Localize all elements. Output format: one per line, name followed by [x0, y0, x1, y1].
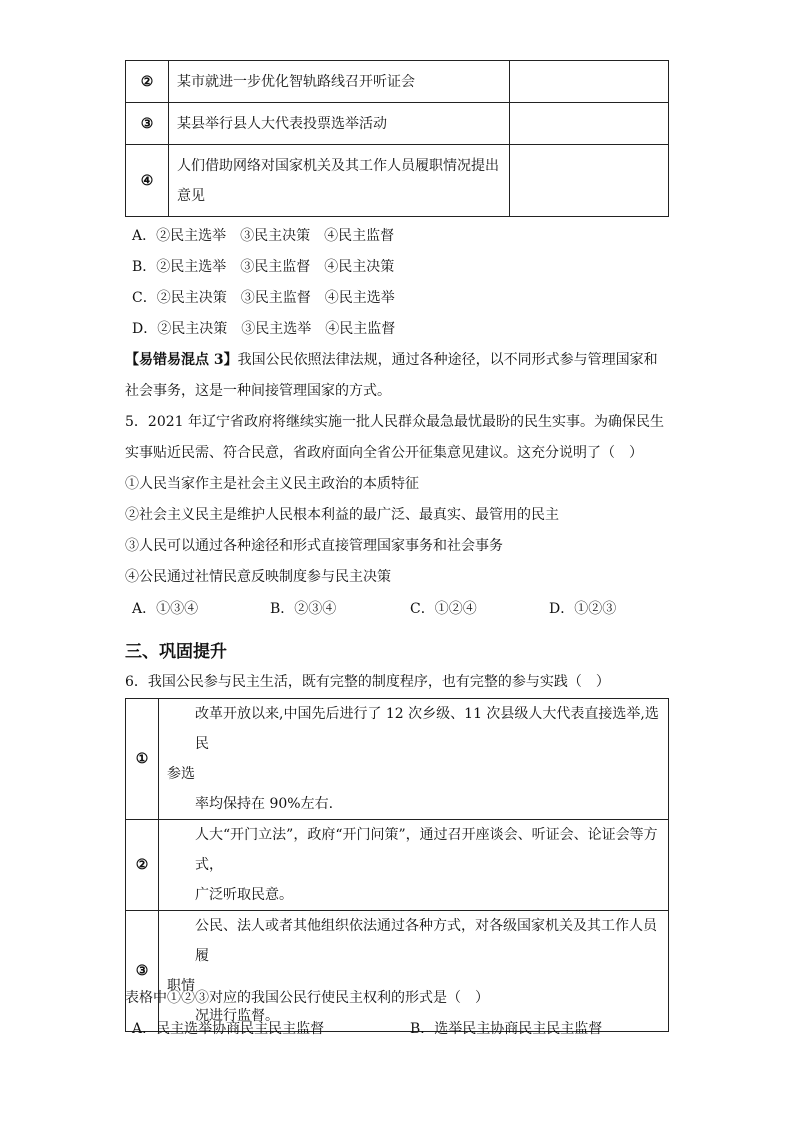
option-c: C．②民主决策 ③民主监督 ④民主选举 — [132, 290, 395, 306]
answer-cell — [510, 103, 669, 145]
row-text-line: 公民、法人或者其他组织依法通过各种方式，对各级国家机关及其工作人员履 — [195, 918, 657, 964]
statement: ④公民通过社情民意反映制度参与民主决策 — [125, 569, 391, 585]
answer-cell — [510, 145, 669, 217]
row-number: ③ — [126, 911, 159, 1032]
row-text-line: 意见 — [177, 187, 205, 204]
row-text-line: 改革开放以来,中国先后进行了 12 次乡级、11 次县级人大代表直接选举,选民 — [195, 706, 659, 752]
question-5-stem: 实事贴近民需、符合民意，省政府面向全省公开征集意见建议。这充分说明了（ ） — [125, 445, 643, 461]
question-6-prompt: 表格中①②③对应的我国公民行使民主权利的形式是（ ） — [125, 990, 489, 1006]
option-a: A．②民主选举 ③民主决策 ④民主监督 — [132, 228, 395, 244]
row-text-line: 人大“开门立法”，政府“开门问策”，通过召开座谈会、听证会、论证会等方式， — [195, 827, 658, 873]
row-text-line: 广泛听取民意。 — [195, 887, 293, 903]
row-text-line: 职情 — [167, 978, 195, 994]
table-row — [126, 61, 669, 103]
option-d: D．②民主决策 ③民主选举 ④民主监督 — [132, 321, 396, 337]
note-text: 我国公民依照法律法规，通过各种途径，以不同形式参与管理国家和 — [237, 352, 658, 368]
note-line — [125, 350, 658, 370]
row-text-line: 人们借助网络对国家机关及其工作人员履职情况提出 — [177, 157, 499, 174]
row-text-line: 率均保持在 90%左右. — [195, 796, 334, 812]
row-number: ④ — [126, 145, 169, 217]
row-text-line: 参选 — [167, 766, 195, 782]
section-heading: 三、巩固提升 — [125, 642, 227, 662]
table-row — [126, 820, 669, 911]
option-c: C．①②④ — [410, 601, 477, 617]
row-number: ② — [126, 61, 169, 103]
options-table-2 — [125, 698, 669, 1032]
note-line: 社会事务，这是一种间接管理国家的方式。 — [125, 383, 391, 399]
table-row — [126, 699, 669, 820]
row-text-line: 况进行监督。 — [195, 1008, 279, 1024]
row-number: ① — [126, 699, 159, 820]
row-text: 某市就进一步优化智轨路线召开听证会 — [169, 61, 510, 103]
row-text — [169, 145, 510, 217]
row-text: 某县举行县人大代表投票选举活动 — [169, 103, 510, 145]
row-text — [159, 911, 669, 1032]
option-d: D．①②③ — [549, 601, 617, 617]
option-a: A．①③④ — [132, 601, 199, 617]
table-row — [126, 145, 669, 217]
statement: ①人民当家作主是社会主义民主政治的本质特征 — [125, 476, 419, 492]
options-table-1 — [125, 60, 669, 217]
row-number: ② — [126, 820, 159, 911]
note-label: 【易错易混点 3】 — [125, 352, 238, 368]
option-b: B．②③④ — [270, 601, 337, 617]
option-b: B．选举民主协商民主民主监督 — [410, 1021, 603, 1037]
option-a: A．民主选举协商民主民主监督 — [132, 1021, 325, 1037]
question-5-stem: 5．2021 年辽宁省政府将继续实施一批人民群众最急最忧最盼的民生实事。为确保民生 — [125, 414, 664, 430]
document-page — [125, 60, 670, 1037]
statement: ②社会主义民主是维护人民根本利益的最广泛、最真实、最管用的民主 — [125, 507, 559, 523]
row-text — [159, 820, 669, 911]
table-row — [126, 103, 669, 145]
row-text — [159, 699, 669, 820]
option-b: B．②民主选举 ③民主监督 ④民主决策 — [132, 259, 395, 275]
statement: ③人民可以通过各种途径和形式直接管理国家事务和社会事务 — [125, 538, 503, 554]
answer-cell — [510, 61, 669, 103]
row-number: ③ — [126, 103, 169, 145]
question-6-stem: 6．我国公民参与民主生活，既有完整的制度程序，也有完整的参与实践（ ） — [125, 674, 610, 690]
table-row — [126, 911, 669, 1032]
